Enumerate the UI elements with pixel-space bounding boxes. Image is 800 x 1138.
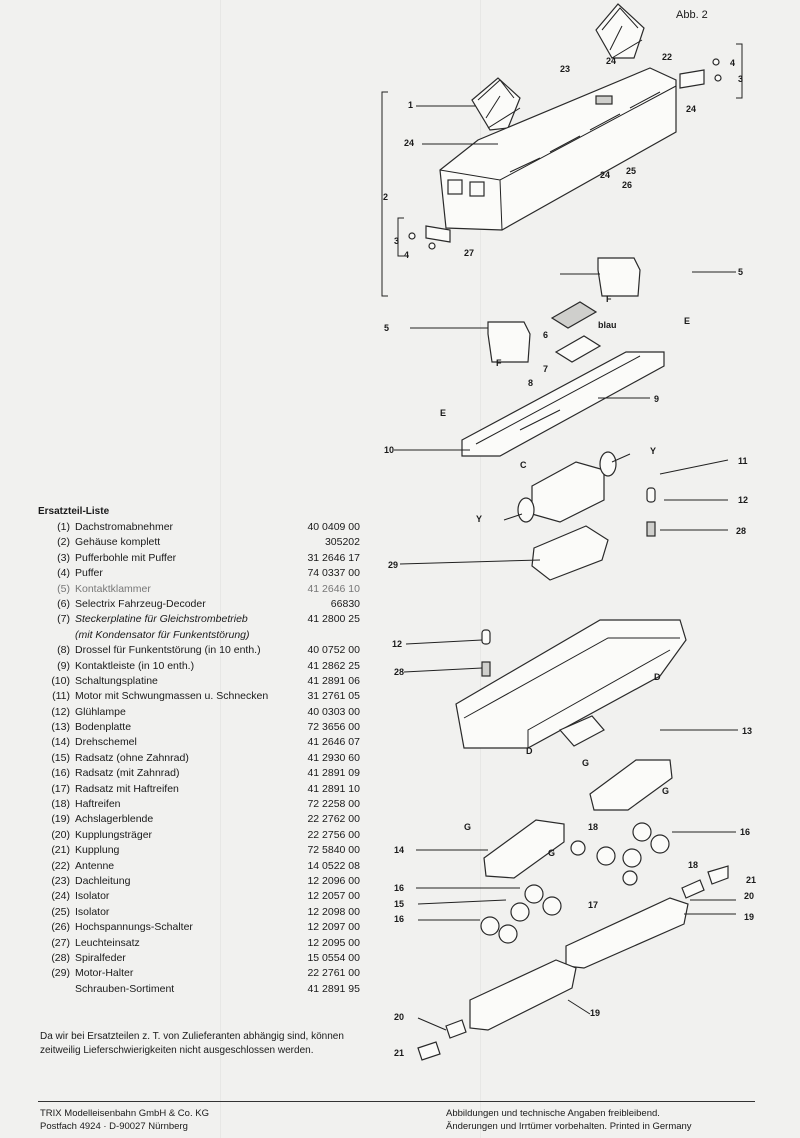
part-num: (11) [52,690,70,703]
spring [647,522,655,536]
parts-list-row [40,874,360,889]
part-code: 41 2891 10 [307,782,360,795]
part-num: (7) [57,613,70,626]
diagram-label: 14 [394,845,405,855]
part-num [40,982,75,997]
diagram-label: G [662,786,670,796]
part-num: (8) [57,644,70,657]
part-name: Pufferbohle mit Puffer [75,551,177,564]
part-name: Radsatz (ohne Zahnrad) [75,751,189,764]
diagram-label: 19 [744,912,755,922]
part-code: 41 2646 07 [307,736,360,749]
parts-list-row [40,689,360,704]
parts-list-row [40,982,360,997]
buffer-beam-rear [680,59,721,88]
parts-list-row [40,628,360,643]
diagram-label: 21 [394,1048,405,1058]
diagram-label: 11 [738,456,748,466]
diagram-label: 1 [408,100,414,110]
part-name: Dachleitung [75,874,131,887]
traction-tyre [571,841,585,855]
part-code: 72 3656 00 [307,721,360,734]
parts-list-row [40,597,360,612]
part-name: Achslagerblende [75,813,154,826]
part-num: (28) [51,951,70,964]
motor-holder [532,526,608,580]
parts-list-row [40,951,360,966]
part-num: (20) [51,828,70,841]
axle-box-cover [566,898,688,968]
part-num: (19) [51,813,70,826]
part-name: Kupplungsträger [75,828,153,841]
parts-list-row [40,889,360,904]
part-name: Isolator [75,890,110,903]
part-name: Leuchteinsatz [75,936,140,949]
parts-list-row [40,828,360,843]
part-num: (13) [51,721,70,734]
diagram-label: 10 [384,445,395,455]
lamp [647,488,655,502]
part-name: Dachstromabnehmer [75,521,174,533]
part-code: 41 2646 10 [307,582,360,595]
part-code: 41 2862 25 [307,659,360,672]
part-num: (16) [51,767,70,780]
footer-right [446,1108,692,1133]
diagram-label: 13 [742,726,753,736]
part-num: (17) [51,782,70,795]
part-name: Puffer [75,567,103,580]
diagram-label: 9 [654,394,660,404]
part-code: 40 0752 00 [307,644,360,657]
part-code: 40 0409 00 [307,521,360,533]
parts-list-row [40,766,360,781]
part-code: 41 2891 06 [307,674,360,687]
bogie-upper [590,760,672,810]
diagram-label: 16 [394,883,405,893]
parts-list [40,520,360,997]
pantograph-front [472,78,520,130]
diagram-label: 24 [404,138,415,148]
part-name: Gehäuse komplett [75,536,161,549]
parts-list-row [40,643,360,658]
part-num: (6) [57,597,70,610]
diagram-label: 21 [746,875,757,885]
parts-list-row [40,535,360,550]
part-num: (1) [57,521,70,533]
part-num: (24) [51,890,70,903]
contact-clip [488,322,530,362]
company-address: Postfach 4924 · D-90027 Nürnberg [40,1120,188,1132]
locomotive-body [440,68,676,230]
part-name: Isolator [75,905,110,918]
parts-list-row [40,751,360,766]
part-code [268,628,360,643]
part-code: 12 2095 00 [307,936,360,949]
traction-tyre [623,871,637,885]
contact-clip [598,258,640,296]
diagram-label: 24 [600,170,611,180]
part-name: Selectrix Fahrzeug-Decoder [75,597,206,610]
part-code: 41 2891 95 [307,982,360,995]
parts-list-row [40,797,360,812]
part-code: 41 2930 60 [307,751,360,764]
part-num: (25) [51,905,70,918]
part-code: 66830 [330,597,360,610]
diagram-label: G [548,848,556,858]
diagram-label: 19 [590,1008,601,1018]
part-code: 40 0303 00 [307,705,360,718]
diagram-label: 24 [686,104,697,114]
diagram-label: 5 [384,323,390,333]
part-name: Glühlampe [75,705,126,718]
pantograph-rear [596,4,644,58]
lamp [482,630,490,644]
parts-list-row [40,705,360,720]
part-num: (3) [57,551,70,564]
plug-board [556,336,600,362]
part-num: (12) [51,705,70,718]
parts-list-row [40,520,360,535]
part-name: Radsatz (mit Zahnrad) [75,767,180,780]
decoder-board [552,302,596,328]
part-num: (5) [57,582,70,595]
parts-list-row [40,612,360,627]
part-name: Hochspannungs-Schalter [75,921,193,934]
part-num: (9) [57,659,70,672]
coupling-carrier [682,880,704,898]
disclaimer-line: Abbildungen und technische Angaben freibleibend. [446,1108,660,1119]
parts-list-row [40,582,360,597]
diagram-label: 23 [560,64,571,74]
part-name: Drehschemel [75,736,137,749]
part-num: (2) [57,536,70,549]
parts-list-row [40,966,360,981]
part-code: 31 2646 17 [307,551,360,564]
part-num: (14) [51,736,70,749]
part-name: Motor-Halter [75,967,134,980]
coupling [708,866,728,884]
diagram-label: 22 [662,52,673,62]
part-code: 12 2097 00 [307,921,360,934]
buffer-beam-front [409,226,450,249]
diagram-label: 6 [543,330,549,340]
diagram-label: 29 [388,560,399,570]
diagram-label: 17 [588,900,599,910]
diagram-label: D [526,746,533,756]
diagram-label: 20 [394,1012,405,1022]
disclaimer-line: Änderungen und Irrtümer vorbehalten. Printed in Germany [446,1120,692,1132]
part-code: 72 2258 00 [307,798,360,811]
part-num: (27) [51,936,70,949]
parts-list-title: Ersatzteil-Liste [38,506,110,517]
diagram-label: E [684,316,691,326]
figure-label: Abb. 2 [676,9,708,21]
part-num: (26) [51,921,70,934]
part-num: (29) [51,967,70,980]
diagram-label: 7 [543,364,549,374]
coupling [418,1042,440,1060]
parts-list-row [40,720,360,735]
part-num: (21) [51,844,70,857]
part-name: Drossel für Funkentstörung (in 10 enth.) [75,644,261,657]
diagram-label: 24 [606,56,617,66]
parts-list-row [40,936,360,951]
diagram-label: 28 [394,667,405,677]
part-num: (10) [51,674,70,687]
part-name: Schrauben-Sortiment [75,982,175,995]
diagram-label: Y [476,514,483,524]
part-num: (22) [51,859,70,872]
part-code: 14 0522 08 [307,859,360,872]
diagram-label: C [520,460,527,470]
diagram-label: blau [598,320,617,330]
part-code: 12 2057 00 [307,890,360,903]
diagram-label: E [440,408,447,418]
parts-list-row [40,920,360,935]
coupling-carrier [446,1020,466,1038]
part-name: Motor mit Schwungmassen u. Schnecken [75,690,268,703]
part-num: (15) [51,751,70,764]
parts-list-row [40,905,360,920]
part-num: (18) [51,798,70,811]
diagram-label: 16 [394,914,405,924]
part-name: Spiralfeder [75,951,126,964]
parts-list-row [40,659,360,674]
diagram-label: 16 [740,827,751,837]
part-name: Kupplung [75,844,120,857]
part-num [40,628,75,643]
diagram-label: 3 [738,74,744,84]
diagram-label: 18 [588,822,599,832]
parts-list-row [40,735,360,750]
part-num: (23) [51,874,70,887]
axle-box-cover [470,960,576,1030]
part-name: (mit Kondensator für Funkentstörung) [75,628,250,641]
part-name: Kontaktklammer [75,582,151,595]
diagram-label: 26 [622,180,633,190]
parts-list-row [40,674,360,689]
diagram-label: 27 [464,248,475,258]
footer-left [40,1108,209,1133]
diagram-label: 12 [738,495,749,505]
diagram-label: 4 [730,58,736,68]
part-name: Kontaktleiste (in 10 enth.) [75,659,195,672]
part-name: Haftreifen [75,798,121,811]
diagram-label: 2 [383,192,389,202]
part-code: 31 2761 05 [307,690,360,703]
part-name: Antenne [75,859,115,872]
diagram-label: F [496,358,502,368]
diagram-label: G [464,822,472,832]
part-code: 12 2096 00 [307,874,360,887]
diagram-label: 4 [404,250,410,260]
company-name: TRIX Modelleisenbahn GmbH & Co. KG [40,1108,209,1119]
parts-list-row [40,812,360,827]
diagram-label: G [582,758,590,768]
diagram-label: 8 [528,378,534,388]
parts-list-row [40,782,360,797]
part-code: 22 2756 00 [307,828,360,841]
part-name: Schaltungsplatine [75,674,158,687]
part-code: 72 5840 00 [307,844,360,857]
diagram-label: F [606,294,612,304]
circuit-board-frame [462,352,664,456]
parts-list-row [40,859,360,874]
part-code: 74 0337 00 [307,567,360,580]
part-name: Radsatz mit Haftreifen [75,782,179,795]
diagram-label: 25 [626,166,637,176]
part-code: 12 2098 00 [307,905,360,918]
diagram-label: 20 [744,891,755,901]
diagram-label: D [654,672,661,682]
parts-list-row [40,551,360,566]
diagram-label: Y [650,446,657,456]
diagram-label: 28 [736,526,747,536]
part-name: Steckerplatine für Gleichstrombetrieb [75,613,248,626]
part-code: 41 2891 09 [307,767,360,780]
footer-rule [38,1101,755,1102]
part-code: 15 0554 00 [307,951,360,964]
diagram-label: 18 [688,860,699,870]
part-code: 22 2761 00 [307,967,360,980]
part-code: 41 2800 25 [307,613,360,626]
spring [482,662,490,676]
parts-list-row [40,566,360,581]
diagram-label: 5 [738,267,744,277]
diagram-label: 12 [392,639,403,649]
part-name: Bodenplatte [75,721,132,734]
diagram-label: 3 [394,236,400,246]
part-code: 305202 [324,536,360,549]
part-code: 22 2762 00 [307,813,360,826]
supply-note: Da wir bei Ersatzteilen z. T. von Zulieferanten abhängig sind, können zeitweilig Lieferschwierigkeiten nicht ausgeschlossen werden. [40,1031,344,1056]
diagram-label: 15 [394,899,405,909]
part-num: (4) [57,567,70,580]
parts-list-row [40,843,360,858]
